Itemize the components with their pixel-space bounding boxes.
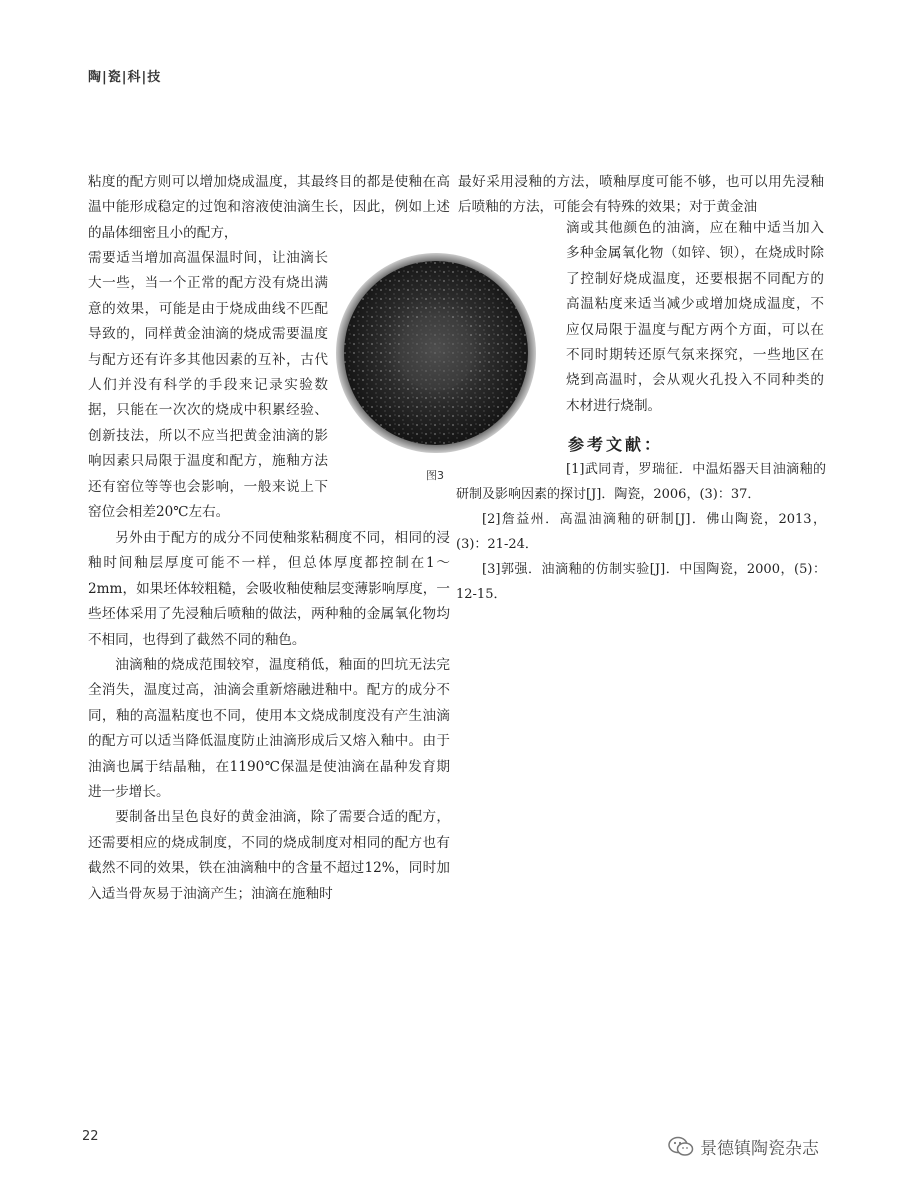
- left-column-paragraphs: [88, 526, 450, 907]
- running-head: 陶|瓷|科|技: [88, 70, 162, 85]
- watermark-text: 景德镇陶瓷杂志: [700, 1139, 819, 1159]
- references-heading: 参考文献：: [568, 435, 664, 454]
- figure-caption: 图3: [426, 469, 444, 482]
- right-column-wrapped: [566, 216, 824, 419]
- left-wrapped-text: 需要适当增加高温保温时间，让油滴长大一些，当一个正常的配方没有烧出满意的效果，可能是由于烧成曲线不匹配导致的，同样黄金油滴的烧成需要温度与配方还有许多其他因素的互补，古代人们并没有科学的手段来记录实验数据，只能在一次次的烧成中积累经验、创新技法，所以不应当把黄金油滴的影响因素只局限于温度和配方，施釉方法还有窑位等等也会影响，一般来说上下窑位会相差20℃左右。: [88, 250, 328, 521]
- left-top-text: 粘度的配方则可以增加烧成温度，其最终目的都是使釉在高温中能形成稳定的过饱和溶液使油滴生长，因此，例如上述的晶体细密且小的配方，: [88, 174, 450, 241]
- page-number: 22: [82, 1129, 99, 1144]
- reference-item: [3]郭强．油滴釉的仿制实验[J]．中国陶瓷，2000，(5)：12-15．: [456, 562, 826, 602]
- right-column-top: [458, 170, 824, 222]
- left-column-wrapped: [88, 246, 328, 526]
- watermark: [668, 1134, 819, 1159]
- glaze-bowl-figure: [334, 251, 538, 455]
- right-wrapped-text: 滴或其他颜色的油滴，应在釉中适当加入多种金属氧化物（如锌、钡），在烧成时除了控制好烧成温度，还要根据不同配方的高温粘度来适当减少或增加烧成温度，不应仅局限于温度与配方两个方面，可以在不同时期转还原气氛来探究，一些地区在烧到高温时，会从观火孔投入不同种类的木材进行烧制。: [566, 220, 824, 414]
- wechat-icon: [668, 1136, 694, 1158]
- glaze-bowl-photo-icon: [334, 251, 538, 455]
- left-column-top: [88, 170, 450, 246]
- references-list: [456, 457, 826, 607]
- paragraph-1: 另外由于配方的成分不同使釉浆粘稠度不同，相同的浸釉时间釉层厚度可能不一样，但总体厚度都控制在1～2mm，如果坯体较粗糙，会吸收釉使釉层变薄影响厚度，一些坯体采用了先浸釉后喷釉的做法，两种釉的金属氧化物均不相同，也得到了截然不同的釉色。: [88, 530, 450, 648]
- right-top-text: 最好采用浸釉的方法，喷釉厚度可能不够，也可以用先浸釉后喷釉的方法，可能会有特殊的效果；对于黄金油: [458, 174, 824, 216]
- reference-item: [2]詹益州．高温油滴釉的研制[J]．佛山陶瓷，2013，(3)：21-24．: [456, 512, 826, 552]
- paragraph-3: 要制备出呈色良好的黄金油滴，除了需要合适的配方，还需要相应的烧成制度，不同的烧成制度对相同的配方也有截然不同的效果，铁在油滴釉中的含量不超过12%，同时加入适当骨灰易于油滴产生；油滴在施釉时: [88, 809, 450, 902]
- reference-item: [1]武同青，罗瑞征．中温炻器天目油滴釉的研制及影响因素的探讨[J]．陶瓷，2006，(3)：37．: [456, 462, 826, 502]
- paragraph-2: 油滴釉的烧成范围较窄，温度稍低，釉面的凹坑无法完全消失，温度过高，油滴会重新熔融进釉中。配方的成分不同，釉的高温粘度也不同，使用本文烧成制度没有产生油滴的配方可以适当降低温度防止油滴形成后又熔入釉中。由于油滴也属于结晶釉，在1190℃保温是使油滴在晶种发育期进一步增长。: [88, 657, 450, 801]
